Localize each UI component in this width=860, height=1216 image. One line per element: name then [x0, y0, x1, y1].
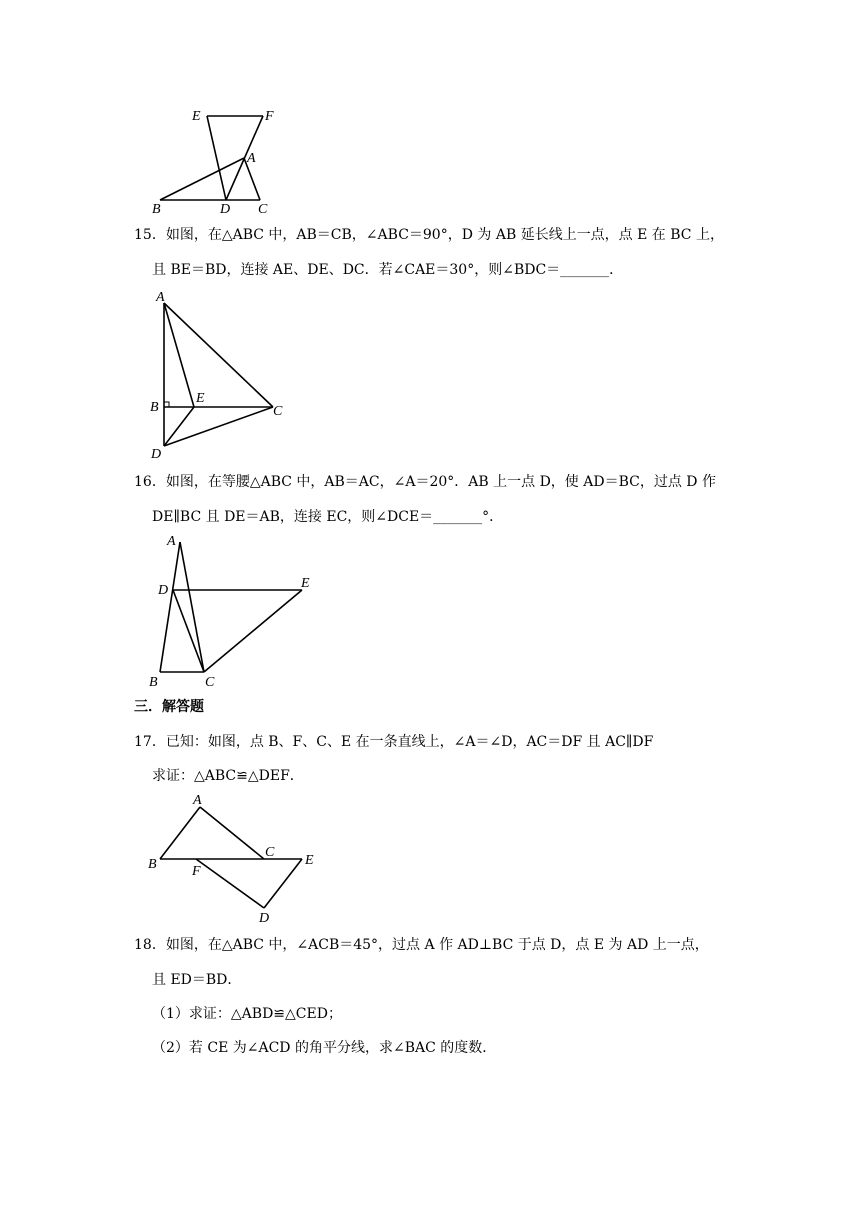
label-C: C: [265, 845, 275, 860]
label-D: D: [158, 583, 169, 598]
label-B: B: [148, 857, 157, 872]
label-B: B: [152, 202, 161, 217]
section-title: 三．解答题: [134, 699, 204, 715]
figure-q14-lines: [160, 116, 263, 200]
q15-text-line1: 15．如图，在△ABC 中，AB＝CB，∠ABC＝90°，D 为 AB 延长线上一点，点 E 在 BC 上，: [134, 227, 724, 243]
label-B: B: [150, 400, 159, 415]
q18-text-line1: 18．如图，在△ABC 中，∠ACB＝45°，过点 A 作 AD⊥BC 于点 D，点 E 为 AD 上一点，: [134, 937, 709, 953]
label-F: F: [265, 109, 274, 124]
label-D: D: [220, 202, 231, 217]
label-A: A: [247, 151, 256, 166]
figure-q16-lines: [160, 542, 302, 672]
q18-part1: （1）求证：△ABD≌△CED；: [152, 1006, 342, 1022]
label-E: E: [196, 391, 205, 406]
q15-text-line2: 且 BE＝BD，连接 AE、DE、DC．若∠CAE＝30°，则∠BDC＝_______．: [152, 262, 624, 278]
label-A: A: [167, 534, 176, 549]
q17-text-line1: 17．已知：如图，点 B、F、C、E 在一条直线上，∠A＝∠D，AC＝DF 且 AC∥DF: [134, 734, 654, 750]
figure-q17-lines: [160, 807, 302, 908]
label-D: D: [151, 447, 162, 462]
q18-text-line2: 且 ED＝BD．: [152, 972, 242, 988]
label-E: E: [192, 109, 201, 124]
label-B: B: [149, 675, 158, 690]
label-E: E: [305, 853, 314, 868]
q18-part2: （2）若 CE 为∠ACD 的角平分线，求∠BAC 的度数．: [152, 1040, 497, 1056]
label-C: C: [273, 404, 283, 419]
label-A: A: [193, 793, 202, 808]
label-C: C: [205, 675, 215, 690]
q16-text-line2: DE∥BC 且 DE＝AB，连接 EC，则∠DCE＝_______°．: [152, 509, 504, 525]
label-D: D: [259, 911, 270, 926]
label-A: A: [156, 290, 165, 305]
q17-text-line2: 求证：△ABC≌△DEF．: [152, 768, 304, 784]
figure-q15-lines: [164, 303, 273, 446]
label-E: E: [301, 576, 310, 591]
label-F: F: [192, 864, 201, 879]
q16-text-line1: 16．如图，在等腰△ABC 中，AB＝AC，∠A＝20°．AB 上一点 D，使 AD＝BC，过点 D 作: [134, 474, 716, 490]
label-C: C: [258, 202, 268, 217]
